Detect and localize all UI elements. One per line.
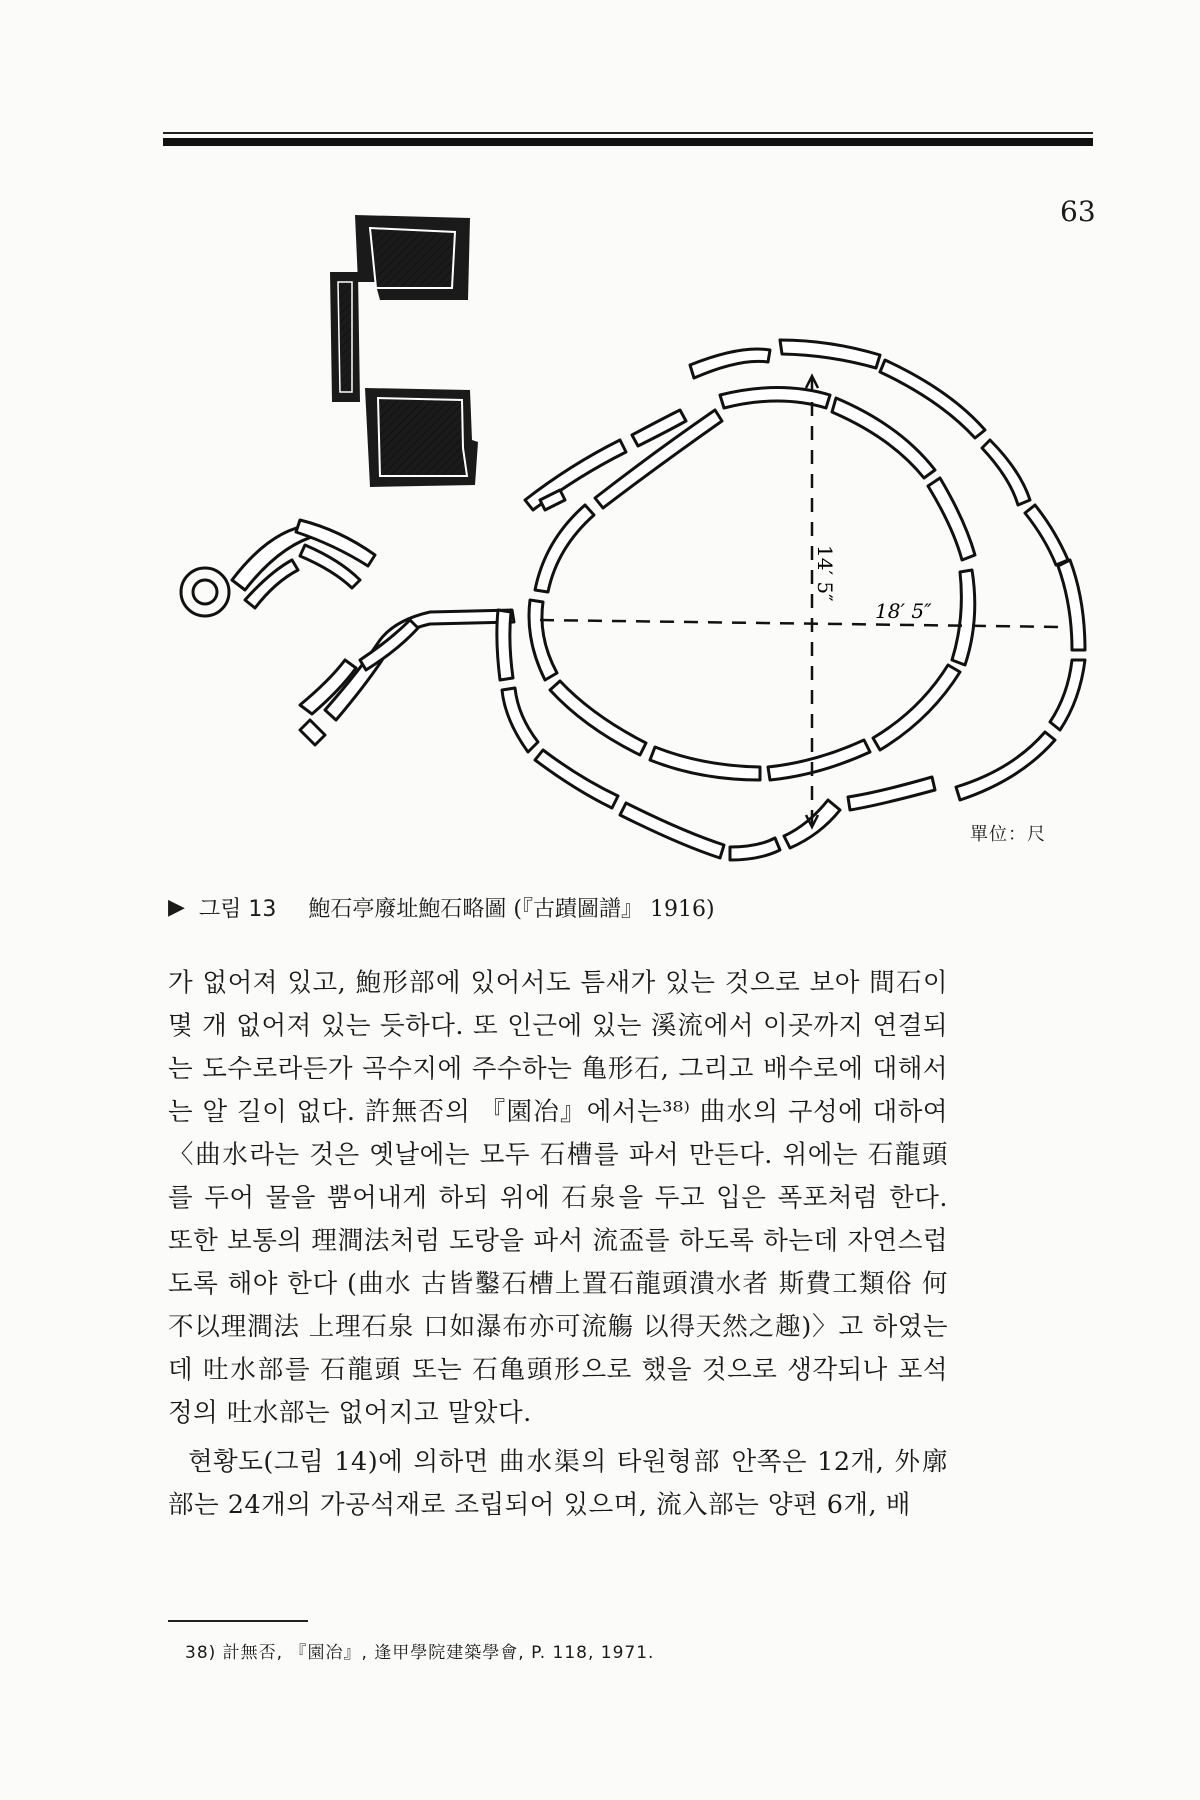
bowl-inner-stones [529,388,975,781]
inlet-channel [232,520,514,745]
dimension-horizontal: 18′ 5″ [875,599,932,623]
bowl-outer-stones [497,340,1085,860]
dimension-vertical: 14′ 5″ [813,545,837,602]
ring-stone [181,568,229,616]
caption-arrow-icon: ▶ [168,895,185,920]
body-text [168,962,948,1527]
footnote: 38) 計無否, 『園冶』, 逢甲學院建築學會, P. 118, 1971. [185,1643,655,1663]
figure-unit-label: 單位：尺 [970,824,1046,845]
paragraph: 현황도(그림 14)에 의하면 曲水渠의 타원형部 안쪽은 12개, 外廓部는 24개의 가공석재로 조립되어 있으며, 流入部는 양편 6개, 배 [168,1447,948,1520]
page-number: 63 [1060,195,1096,228]
stone-ruin-structure [330,215,478,487]
footnote-rule [168,1620,308,1622]
caption-text: 鮑石亭廢址鮑石略圖 (『古蹟圖譜』 1916) [308,897,715,922]
paragraph: 가 없어져 있고, 鮑形部에 있어서도 틈새가 있는 것으로 보아 間石이 몇 개 없어져 있는 듯하다. 또 인근에 있는 溪流에서 이곳까지 연결되는 도수로라든가 곡수지에 주수하는 亀形石, 그리고 배수로에 대해서는 알 길이 없다. 許無否의 『園冶』에서는³⁸⁾ 曲水의 구성에 대하여 〈曲水라는 것은 옛날에는 모두 石槽를 파서 만든다. 위에는 石龍頭를 두어 물을 뿜어내게 하되 위에 石泉을 두고 입은 폭포처럼 한다. 또한 보통의 理澗法처럼 도랑을 파서 流盃를 하도록 하는데 자연스럽도록 해야 한다 (曲水 古皆鑿石槽上置石龍頭潰水者 斯費工類俗 何不以理澗法 上理石泉 口如瀑布亦可流觴 以得天然之趣)〉고 하였는데 吐水部를 石龍頭 또는 石亀頭形으로 했을 것으로 생각되나 포석정의 吐水部는 없어지고 말았다. [168,968,948,1428]
figure-caption [168,892,715,923]
caption-label: 그림 13 [198,897,277,922]
site-plan-drawing [0,0,1200,880]
